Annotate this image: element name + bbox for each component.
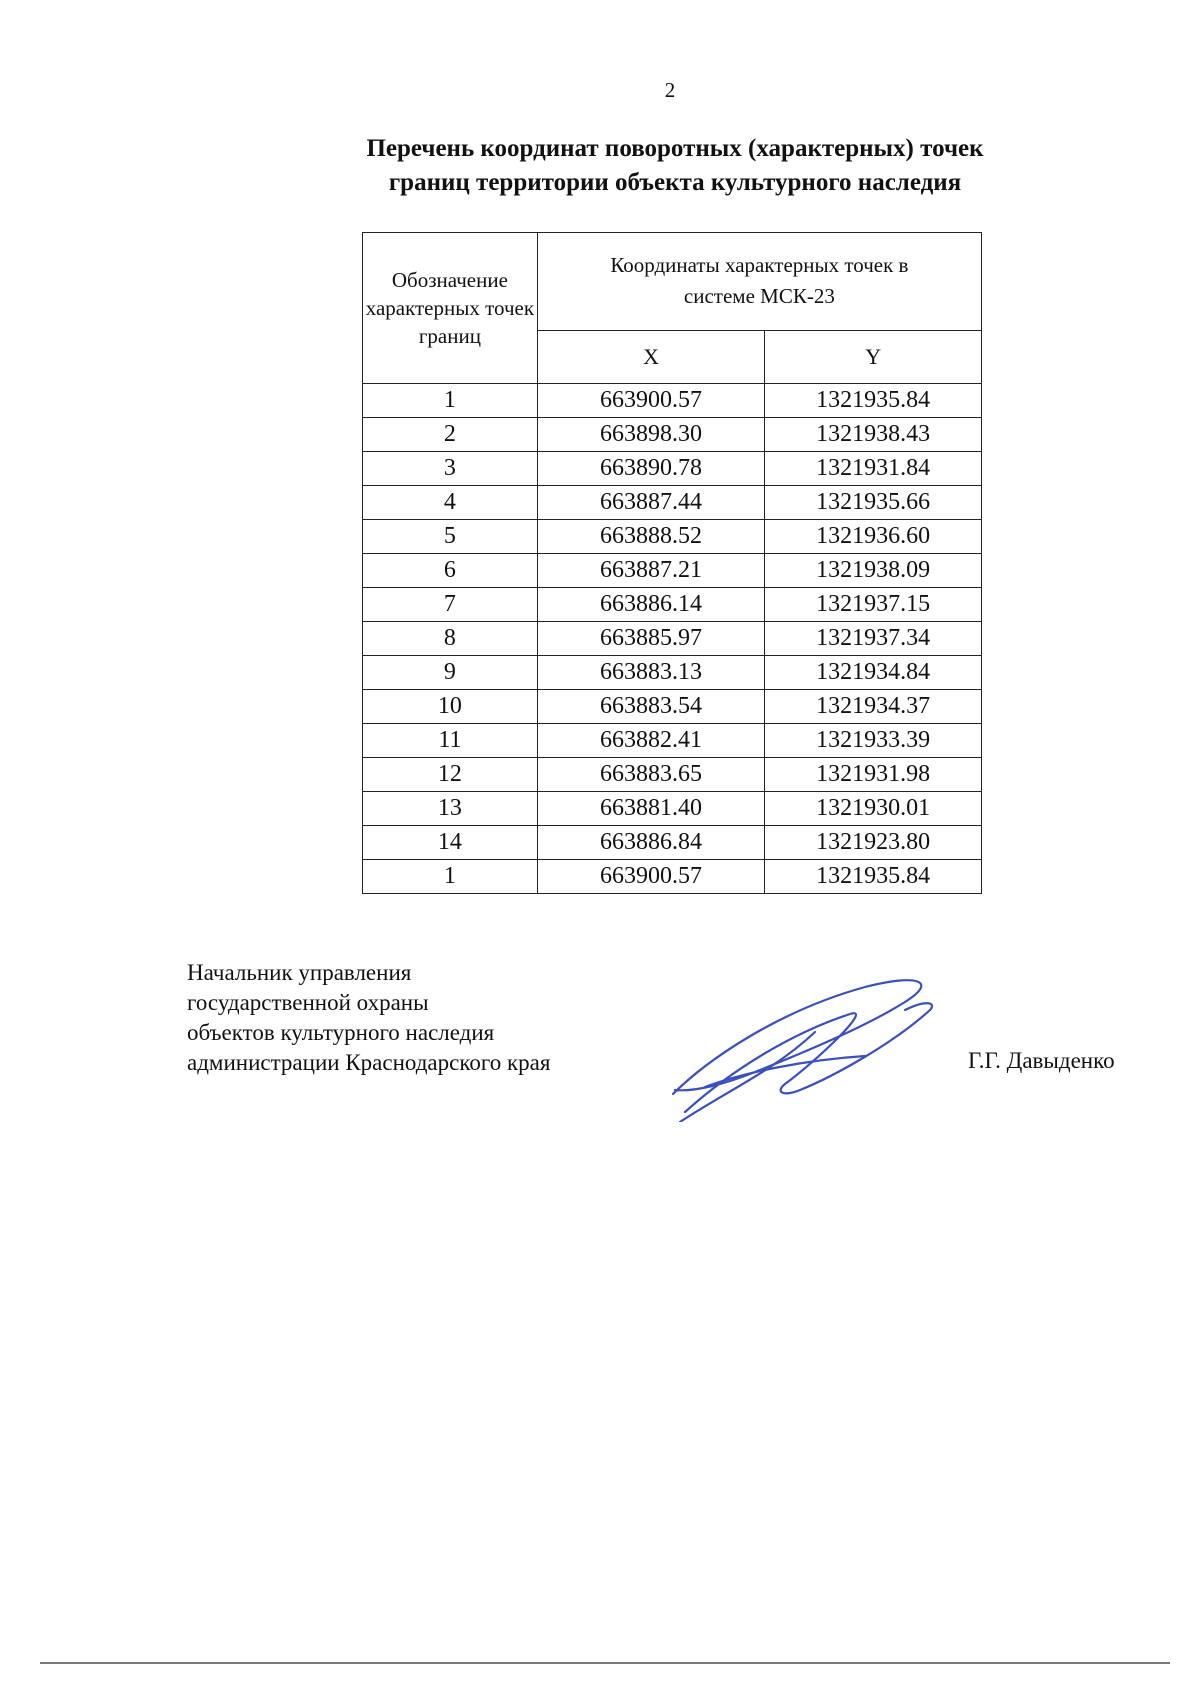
cell-id: 11 — [363, 724, 538, 758]
table-row — [363, 690, 982, 724]
cell-y: 1321935.66 — [765, 486, 982, 520]
header-coordinates-line-2: системе МСК-23 — [683, 284, 835, 309]
cell-id: 1 — [363, 384, 538, 418]
header-point-designation: Обозначение характерных точек границ — [363, 233, 538, 384]
signature-stroke-1 — [673, 980, 921, 1094]
cell-x: 663886.14 — [537, 588, 765, 622]
cell-y: 1321934.84 — [765, 656, 982, 690]
cell-id: 12 — [363, 758, 538, 792]
cell-y: 1321931.98 — [765, 758, 982, 792]
cell-x: 663886.84 — [537, 826, 765, 860]
cell-y: 1321938.43 — [765, 418, 982, 452]
document-title — [280, 132, 1070, 200]
signatory-name: Г.Г. Давыденко — [968, 1048, 1115, 1073]
cell-id: 3 — [363, 452, 538, 486]
table-row — [363, 826, 982, 860]
header-coordinates — [537, 233, 981, 331]
cell-y: 1321923.80 — [765, 826, 982, 860]
cell-x: 663887.21 — [537, 554, 765, 588]
cell-x: 663882.41 — [537, 724, 765, 758]
cell-id: 6 — [363, 554, 538, 588]
page-bottom-line — [40, 1662, 1170, 1664]
table-row — [363, 486, 982, 520]
cell-id: 7 — [363, 588, 538, 622]
signature-strokes — [673, 980, 932, 1122]
signatory-position — [187, 958, 550, 1078]
cell-x: 663900.57 — [537, 384, 765, 418]
cell-y: 1321936.60 — [765, 520, 982, 554]
cell-id: 1 — [363, 860, 538, 894]
header-y: Y — [765, 330, 982, 383]
title-line-2: границ территории объекта культурного наследия — [388, 169, 962, 196]
cell-id: 10 — [363, 690, 538, 724]
cell-x: 663887.44 — [537, 486, 765, 520]
title-line-1: Перечень координат поворотных (характерных) точек — [366, 135, 984, 162]
cell-y: 1321933.39 — [765, 724, 982, 758]
signatory-position-line-3: объектов культурного наследия — [187, 1020, 495, 1045]
cell-y: 1321937.34 — [765, 622, 982, 656]
table-row — [363, 792, 982, 826]
cell-y: 1321935.84 — [765, 384, 982, 418]
cell-y: 1321934.37 — [765, 690, 982, 724]
cell-x: 663900.57 — [537, 860, 765, 894]
page-number: 2 — [664, 78, 676, 102]
cell-x: 663883.65 — [537, 758, 765, 792]
coordinates-table — [362, 232, 982, 894]
cell-y: 1321935.84 — [765, 860, 982, 894]
cell-x: 663898.30 — [537, 418, 765, 452]
cell-y: 1321938.09 — [765, 554, 982, 588]
header-x: X — [537, 330, 765, 383]
coordinates-table-body — [363, 384, 982, 894]
cell-y: 1321937.15 — [765, 588, 982, 622]
table-row — [363, 418, 982, 452]
cell-x: 663881.40 — [537, 792, 765, 826]
cell-id: 9 — [363, 656, 538, 690]
cell-x: 663883.54 — [537, 690, 765, 724]
cell-y: 1321931.84 — [765, 452, 982, 486]
table-row — [363, 622, 982, 656]
table-row — [363, 758, 982, 792]
cell-x: 663888.52 — [537, 520, 765, 554]
cell-y: 1321930.01 — [765, 792, 982, 826]
cell-id: 8 — [363, 622, 538, 656]
cell-id: 13 — [363, 792, 538, 826]
table-row — [363, 554, 982, 588]
cell-id: 2 — [363, 418, 538, 452]
table-row — [363, 656, 982, 690]
header-coordinates-line-1: Координаты характерных точек в — [610, 253, 909, 278]
cell-id: 4 — [363, 486, 538, 520]
signatory-position-line-4: администрации Краснодарского края — [187, 1050, 551, 1075]
table-row — [363, 452, 982, 486]
table-row — [363, 860, 982, 894]
signatory-position-line-2: государственной охраны — [187, 990, 429, 1015]
cell-id: 14 — [363, 826, 538, 860]
table-row — [363, 588, 982, 622]
table-row — [363, 724, 982, 758]
handwritten-signature — [665, 972, 955, 1122]
cell-x: 663890.78 — [537, 452, 765, 486]
cell-x: 663885.97 — [537, 622, 765, 656]
signatory-position-line-1: Начальник управления — [187, 960, 412, 985]
cell-x: 663883.13 — [537, 656, 765, 690]
cell-id: 5 — [363, 520, 538, 554]
table-row — [363, 384, 982, 418]
table-row — [363, 520, 982, 554]
